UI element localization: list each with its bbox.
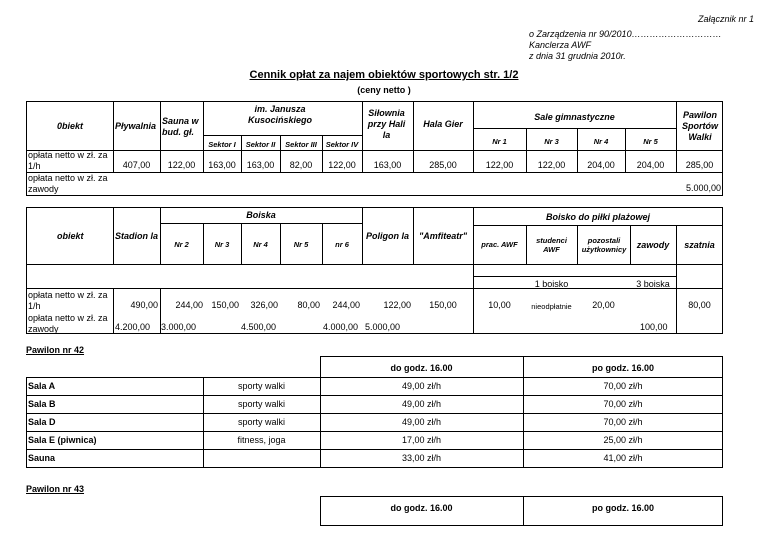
- sala-e-price-po: 25,00 zł/h: [603, 435, 643, 445]
- sala-d-type: sporty walki: [237, 417, 285, 427]
- sauna-price-do: 33,00 zł/h: [401, 453, 442, 463]
- sala-nr4: Nr 4: [593, 137, 609, 146]
- pawilon-43-heading: Pawilon nr 43: [26, 484, 85, 494]
- sala-d-price-po: 70,00 zł/h: [603, 417, 643, 427]
- row1-value: 80,00: [688, 300, 711, 310]
- sector-1: Sektor I: [208, 140, 236, 149]
- row1-value: 122,00: [537, 160, 566, 170]
- row1-label: opłata netto w zł. za 1/h: [28, 290, 108, 311]
- row1-value: 150,00: [429, 300, 457, 310]
- row1-value: 244,00: [175, 300, 203, 310]
- col-po-16: po godz. 16.00: [591, 503, 654, 513]
- row1-value: 10,00: [488, 300, 511, 310]
- row2-value: 5.000,00: [365, 322, 401, 332]
- row1-value: 150,00: [211, 300, 239, 310]
- row1-value: 122,00: [485, 160, 514, 170]
- sala-b-type: sporty walki: [237, 399, 285, 409]
- row1-value: 122,00: [167, 160, 196, 170]
- col-prac-awf: prac. AWF: [481, 240, 518, 249]
- sala-a-price-do: 49,00 zł/h: [401, 381, 442, 391]
- row1-value: 244,00: [332, 300, 360, 310]
- col-stadion: Stadion la: [115, 231, 159, 241]
- sala-e-price-do: 17,00 zł/h: [401, 435, 442, 445]
- row1-value: 326,00: [250, 300, 278, 310]
- row2-label: opłata netto w zł. za zawody: [28, 173, 108, 194]
- col-silownia: Siłownia przy Hali la: [367, 108, 406, 140]
- sala-a-price-po: 70,00 zł/h: [603, 381, 643, 391]
- row2-value: 4.500,00: [241, 322, 277, 332]
- col-sale: Sale gimnastyczne: [534, 112, 615, 122]
- col-obiekt: obiekt: [57, 231, 84, 241]
- row1-value: nieodpłatnie: [531, 302, 572, 311]
- row1-value: 407,00: [122, 160, 151, 170]
- row1-label: opłata netto w zł. za 1/h: [28, 150, 108, 171]
- sala-a-name: Sala A: [28, 381, 56, 391]
- row2-value: 4.200,00: [115, 322, 151, 332]
- boisko-nr5: Nr 5: [293, 240, 309, 249]
- row1-value: 204,00: [636, 160, 665, 170]
- col-hala-gier: Hala Gier: [423, 119, 463, 129]
- col-szatnia: szatnia: [684, 240, 715, 250]
- col-pozostali: pozostali użytkownicy: [581, 236, 627, 254]
- sala-d-price-do: 49,00 zł/h: [401, 417, 442, 427]
- row1-value: 163,00: [246, 160, 275, 170]
- col-poligon: Poligon la: [365, 231, 409, 241]
- boisko-nr6: nr 6: [335, 240, 349, 249]
- one-field-label: 1 boisko: [534, 279, 569, 289]
- row1-value: 285,00: [429, 160, 457, 170]
- col-do-16: do godz. 16.00: [390, 503, 453, 513]
- col-kusocinski: im. Janusza Kusocińskiego: [247, 104, 312, 125]
- sauna-price-po: 41,00 zł/h: [603, 453, 643, 463]
- boisko-nr2: Nr 2: [174, 240, 189, 249]
- page-subtitle: (ceny netto ): [357, 85, 411, 95]
- pawilon-42-heading: Pawilon nr 42: [26, 345, 85, 355]
- row1-value: 490,00: [130, 300, 158, 310]
- sector-3: Sektor III: [285, 140, 317, 149]
- row1-value: 163,00: [208, 160, 236, 170]
- col-do-16: do godz. 16.00: [390, 363, 453, 373]
- col-amfiteatr: "Amfiteatr": [418, 231, 468, 241]
- sala-e-type: fitness, joga: [237, 435, 286, 445]
- header-line-2: Kanclerza AWF: [529, 40, 592, 50]
- sala-b-price-po: 70,00 zł/h: [603, 399, 643, 409]
- row1-value: 285,00: [685, 160, 714, 170]
- row1-value: 122,00: [383, 300, 411, 310]
- row1-value: 82,00: [289, 160, 313, 170]
- col-po-16: po godz. 16.00: [591, 363, 654, 373]
- row1-value: 204,00: [587, 160, 615, 170]
- sala-nr5: Nr 5: [643, 137, 658, 146]
- sala-nr1: Nr 1: [492, 137, 507, 146]
- col-plywalnia: Pływalnia: [115, 121, 157, 131]
- row2-value: 5.000,00: [685, 183, 721, 193]
- row2-value: 100,00: [640, 322, 668, 332]
- sala-d-name: Sala D: [28, 417, 56, 427]
- sector-2: Sektor II: [245, 140, 276, 149]
- sala-a-type: sporty walki: [237, 381, 285, 391]
- row2-value: 3.000,00: [161, 322, 197, 332]
- row1-value: 20,00: [592, 300, 615, 310]
- col-studenci: studenci AWF: [536, 236, 567, 254]
- sector-4: Sektor IV: [325, 140, 359, 149]
- page-title: Cennik opłat za najem obiektów sportowych str. 1/2: [249, 69, 519, 81]
- sauna-name: Sauna: [28, 453, 56, 463]
- row2-value: 4.000,00: [323, 322, 359, 332]
- sala-b-price-do: 49,00 zł/h: [401, 399, 442, 409]
- sala-nr3: Nr 3: [544, 137, 559, 146]
- col-pawilon: Pawilon Sportów Walki: [682, 110, 718, 142]
- col-obiekt: 0biekt: [57, 121, 84, 131]
- boisko-nr3: Nr 3: [214, 240, 230, 249]
- sala-e-name: Sala E (piwnica): [28, 435, 97, 445]
- row1-value: 80,00: [297, 300, 320, 310]
- three-fields-label: 3 boiska: [636, 279, 670, 289]
- col-boisko-plazowe: Boisko do piłki plażowej: [545, 212, 650, 222]
- col-zawody: zawody: [636, 240, 670, 250]
- annex-label: Załącznik nr 1: [697, 14, 754, 24]
- row2-label: opłata netto w zł. za zawody: [28, 313, 108, 334]
- sala-b-name: Sala B: [28, 399, 56, 409]
- col-boiska: Boiska: [246, 210, 276, 220]
- boisko-nr4: Nr 4: [253, 240, 268, 249]
- header-line-3: z dnia 31 grudnia 2010r.: [529, 51, 626, 61]
- col-sauna: Sauna w bud. gł.: [162, 116, 199, 137]
- header-line-1: o Zarządzenia nr 90/2010…………………………: [529, 29, 722, 39]
- row1-value: 163,00: [373, 160, 402, 170]
- row1-value: 122,00: [328, 160, 356, 170]
